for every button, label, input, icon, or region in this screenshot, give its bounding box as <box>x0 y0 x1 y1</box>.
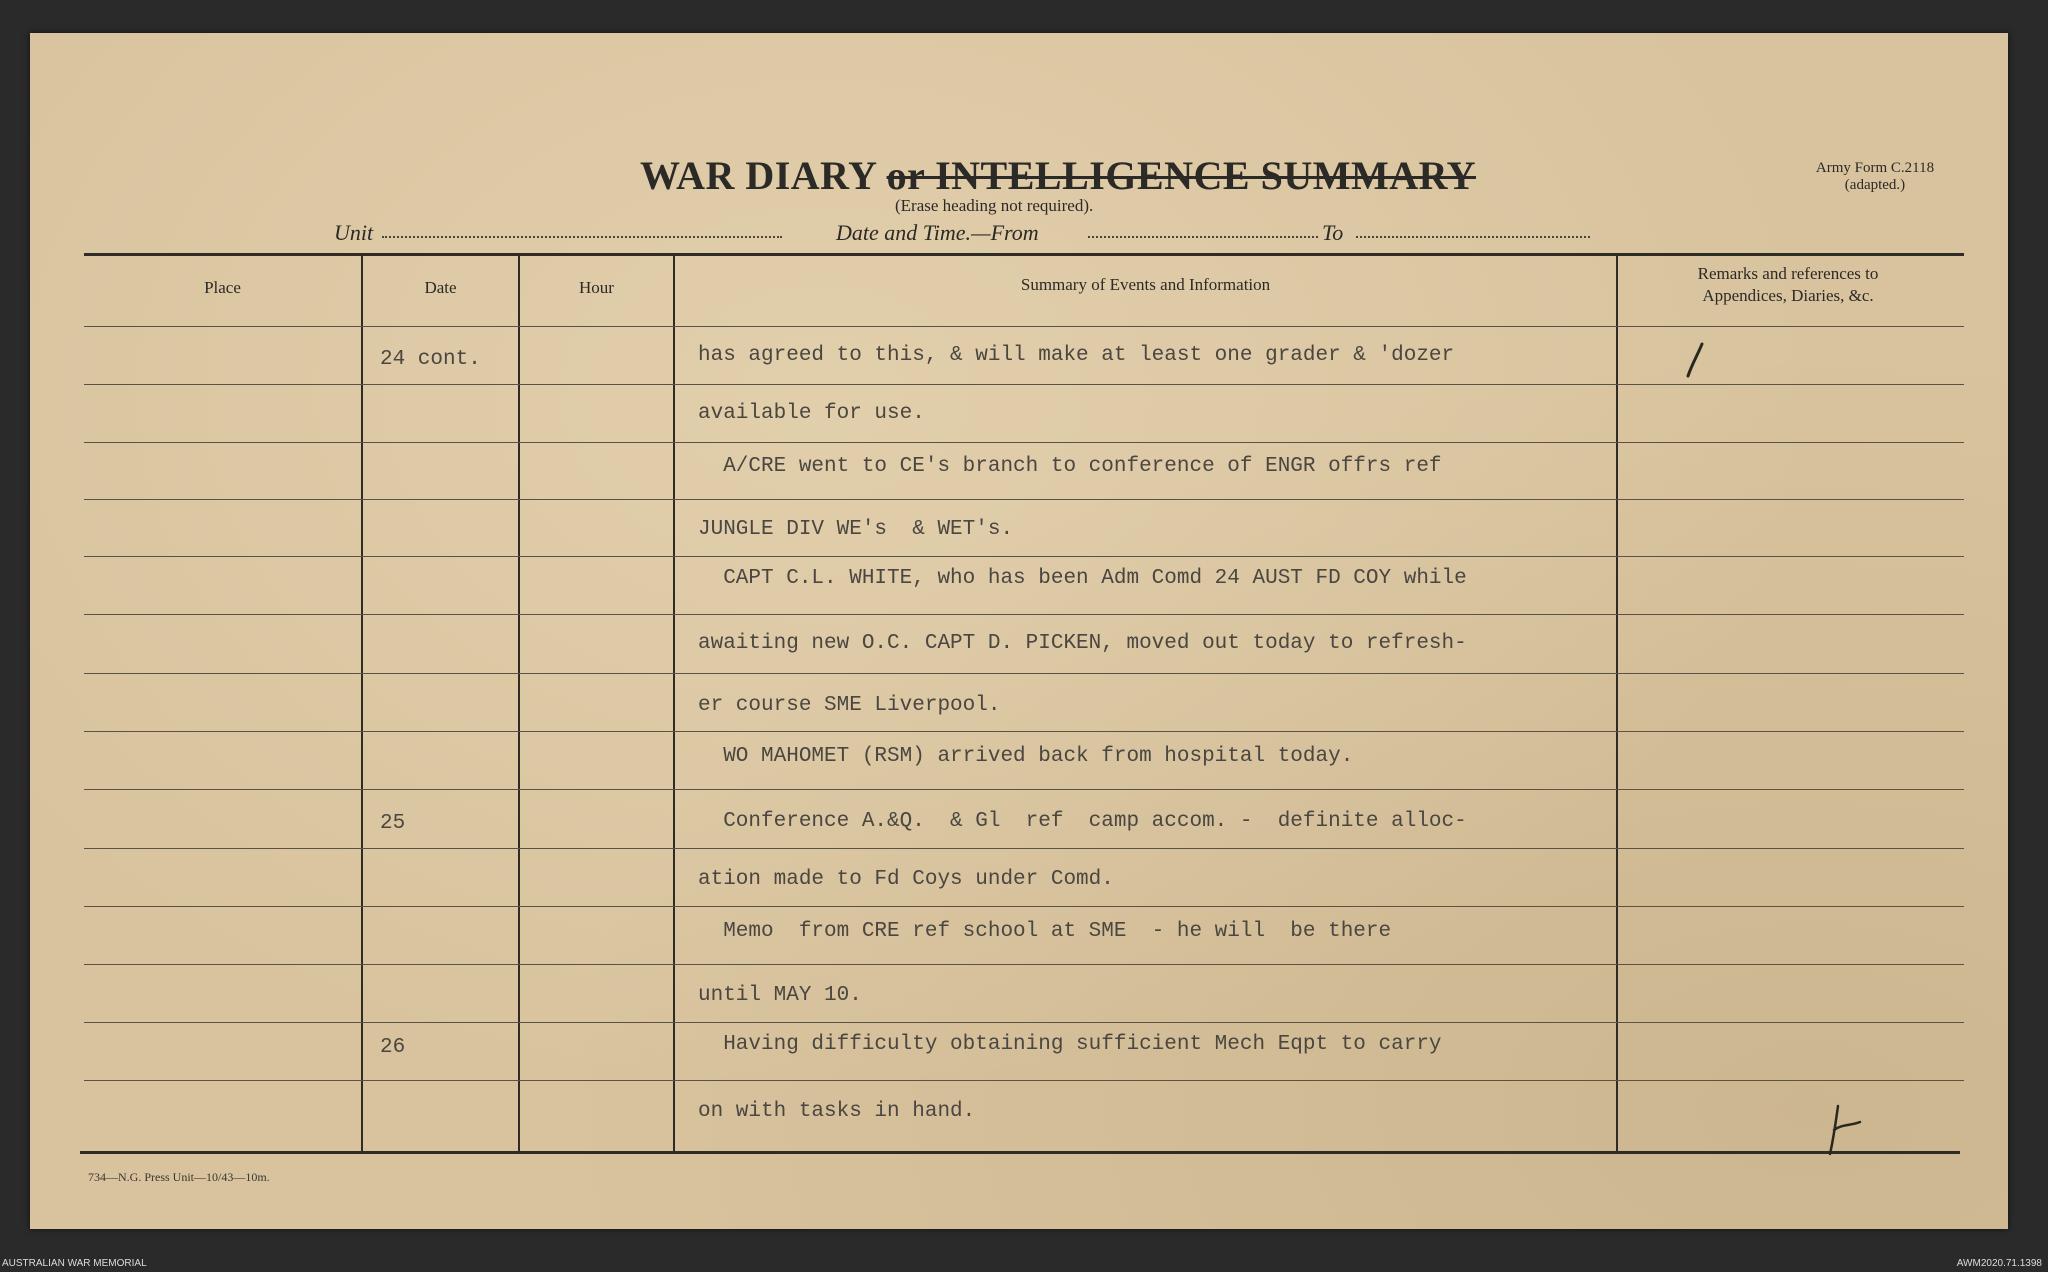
date-time-from-label: Date and Time.—From <box>836 220 1039 245</box>
entry-text: Having difficulty obtaining sufficient Mech Eqpt to carry <box>698 1033 1442 1056</box>
entry-text: er course SME Liverpool. <box>698 694 1001 717</box>
row-rule <box>84 906 1964 907</box>
from-dotted-line <box>1088 236 1318 238</box>
entry-text: WO MAHOMET (RSM) arrived back from hospital today. <box>698 745 1354 768</box>
army-form-number: Army Form C.2118 <box>1815 160 1935 176</box>
army-form-label <box>1815 160 1935 194</box>
initials-signature-icon <box>1820 1100 1870 1160</box>
to-label: To <box>1322 220 1344 245</box>
entry-text: CAPT C.L. WHITE, who has been Adm Comd 24 AUST FD COY while <box>698 567 1467 590</box>
row-rule <box>84 1080 1964 1081</box>
title-main: WAR DIARY <box>640 153 877 198</box>
row-rule <box>84 673 1964 674</box>
archive-reference: AWM2020.71.1398 <box>1956 1258 2042 1269</box>
col-divider-hour <box>673 256 675 1154</box>
entry-text: ation made to Fd Coys under Comd. <box>698 868 1114 891</box>
title-struck: or INTELLIGENCE SUMMARY <box>886 153 1476 198</box>
header-hour: Hour <box>579 278 614 297</box>
header-date: Date <box>424 278 457 297</box>
to-dotted-line <box>1356 236 1590 238</box>
tick-mark-icon <box>1680 340 1710 380</box>
header-remarks-line1: Remarks and references to <box>1697 264 1879 283</box>
print-note: 734—N.G. Press Unit—10/43—10m. <box>88 1170 270 1184</box>
header-place: Place <box>204 278 241 297</box>
row-rule <box>84 499 1964 500</box>
row-rule <box>84 731 1964 732</box>
col-divider-date <box>518 256 520 1154</box>
row-rule <box>84 442 1964 443</box>
row-rule <box>84 556 1964 557</box>
entry-date: 25 <box>380 812 406 835</box>
army-form-adapted: (adapted.) <box>1844 177 1906 193</box>
header-summary: Summary of Events and Information <box>1020 275 1271 294</box>
entry-text: Memo from CRE ref school at SME - he will be there <box>698 920 1392 943</box>
col-divider-place <box>361 256 363 1154</box>
entry-text: until MAY 10. <box>698 984 862 1007</box>
col-divider-summary <box>1616 256 1618 1154</box>
row-rule <box>84 614 1964 615</box>
row-rule <box>84 384 1964 385</box>
entry-text: has agreed to this, & will make at least one grader & 'dozer <box>698 344 1455 367</box>
entry-text: on with tasks in hand. <box>698 1100 976 1123</box>
form-title <box>640 152 1500 199</box>
row-rule <box>84 848 1964 849</box>
erase-note: (Erase heading not required). <box>895 196 1094 215</box>
entry-date: 24 cont. <box>380 348 481 371</box>
row-rule <box>84 789 1964 790</box>
entry-date: 26 <box>380 1036 406 1059</box>
entry-text: awaiting new O.C. CAPT D. PICKEN, moved out today to refresh- <box>698 632 1467 655</box>
entry-text: A/CRE went to CE's branch to conference of ENGR offrs ref <box>698 455 1442 478</box>
entry-text: available for use. <box>698 402 925 425</box>
entry-text: JUNGLE DIV WE's & WET's. <box>698 518 1014 541</box>
row-rule <box>84 326 1964 327</box>
entry-text: Conference A.&Q. & Gl ref camp accom. - definite alloc- <box>698 810 1467 833</box>
unit-dotted-line <box>382 236 782 238</box>
table-top-rule <box>84 253 1964 256</box>
row-rule <box>84 1022 1964 1023</box>
unit-label: Unit <box>334 220 374 245</box>
header-remarks <box>1618 263 1958 307</box>
header-remarks-line2: Appendices, Diaries, &c. <box>1702 286 1874 305</box>
archive-caption: AUSTRALIAN WAR MEMORIAL <box>2 1258 147 1269</box>
row-rule <box>84 964 1964 965</box>
